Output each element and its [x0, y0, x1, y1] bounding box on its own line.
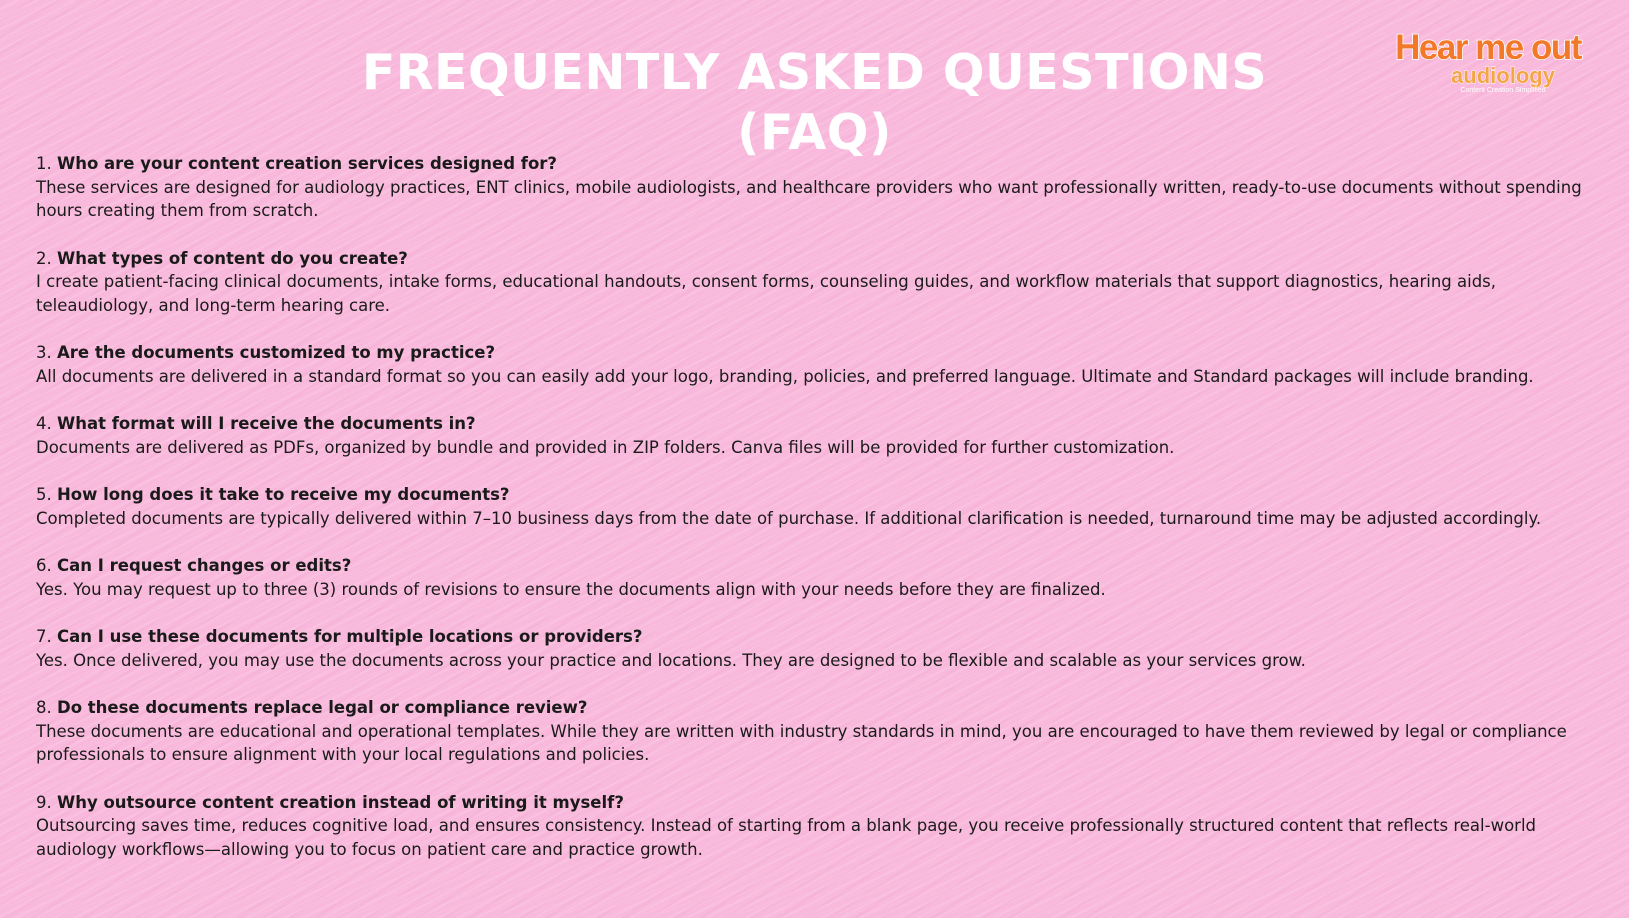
faq-item-8: [36, 696, 1596, 767]
logo-tagline: Content Creation Simplified: [1460, 87, 1546, 94]
faq-number: 3.: [36, 343, 52, 362]
faq-answer: Documents are delivered as PDFs, organized by bundle and provided in ZIP folders. Canva files will be provided for further customization.: [36, 437, 1175, 457]
faq-answer: These documents are educational and operational templates. While they are written with industry standards in mind, you are encouraged to have them reviewed by legal or compliance professionals to ensure alignment with your local regulations and policies.: [36, 721, 1567, 764]
faq-question-text: Who are your content creation services designed for?: [57, 154, 557, 173]
page-title: [0, 43, 1629, 163]
faq-number: 9.: [36, 792, 52, 812]
faq-item-6: [36, 554, 1596, 601]
faq-item-3: [36, 341, 1596, 388]
logo-subword: audiology: [1451, 63, 1555, 88]
faq-question: [36, 696, 1596, 720]
faq-question-text: Do these documents replace legal or compliance review?: [57, 698, 588, 717]
faq-number: 5.: [36, 485, 52, 504]
faq-number: 4.: [36, 414, 52, 433]
faq-answer: These services are designed for audiology practices, ENT clinics, mobile audiologists, and healthcare providers who want professionally written, ready-to-use documents without spending hours creating them from scratch.: [36, 177, 1582, 220]
faq-item-9: [36, 791, 1596, 862]
faq-question: [36, 791, 1596, 815]
faq-question: [36, 152, 1596, 176]
faq-number: 1.: [36, 154, 52, 173]
faq-item-2: [36, 247, 1596, 318]
faq-number: 8.: [36, 698, 52, 717]
faq-item-1: [36, 152, 1596, 223]
faq-question-text: How long does it take to receive my documents?: [57, 485, 510, 504]
faq-answer: Outsourcing saves time, reduces cognitive load, and ensures consistency. Instead of starting from a blank page, you receive professionally structured content that reflects real-world audiology workflows—allowing you to focus on patient care and practice growth.: [36, 816, 1537, 859]
faq-question-text: What types of content do you create?: [57, 248, 408, 268]
faq-number: 6.: [36, 556, 52, 575]
faq-item-5: [36, 483, 1596, 530]
faq-question: [36, 625, 1596, 649]
faq-answer: Completed documents are typically delivered within 7–10 business days from the date of purchase. If additional clarification is needed, turnaround time may be adjusted accordingly.: [36, 508, 1542, 528]
logo-wordmark: Hear me out: [1395, 28, 1581, 67]
faq-question-text: Can I use these documents for multiple locations or providers?: [57, 627, 643, 646]
faq-list: [36, 152, 1596, 885]
faq-question: [36, 412, 1596, 436]
faq-question-text: What format will I receive the documents in?: [57, 414, 476, 433]
faq-number: 2.: [36, 248, 52, 268]
faq-number: 7.: [36, 627, 52, 646]
page-title-line-1: FREQUENTLY ASKED QUESTIONS: [361, 43, 1268, 101]
faq-answer: Yes. You may request up to three (3) rounds of revisions to ensure the documents align with your needs before they are finalized.: [36, 579, 1106, 599]
faq-question: [36, 247, 1596, 271]
faq-answer: All documents are delivered in a standard format so you can easily add your logo, branding, policies, and preferred language. Ultimate and Standard packages will include branding.: [36, 366, 1534, 386]
faq-item-4: [36, 412, 1596, 459]
faq-question-text: Why outsource content creation instead of writing it myself?: [57, 792, 624, 812]
faq-question: [36, 483, 1596, 507]
page-title-line-2: (FAQ): [737, 103, 892, 161]
faq-question: [36, 341, 1596, 365]
faq-answer: I create patient-facing clinical documents, intake forms, educational handouts, consent forms, counseling guides, and workflow materials that support diagnostics, hearing aids, teleaudiology, and long-term hearing care.: [36, 272, 1497, 315]
faq-question-text: Are the documents customized to my practice?: [57, 343, 496, 362]
faq-answer: Yes. Once delivered, you may use the documents across your practice and locations. They are designed to be flexible and scalable as your services grow.: [36, 650, 1306, 670]
brand-logo: [1388, 30, 1588, 102]
faq-item-7: [36, 625, 1596, 672]
faq-question-text: Can I request changes or edits?: [57, 556, 352, 575]
faq-question: [36, 554, 1596, 578]
